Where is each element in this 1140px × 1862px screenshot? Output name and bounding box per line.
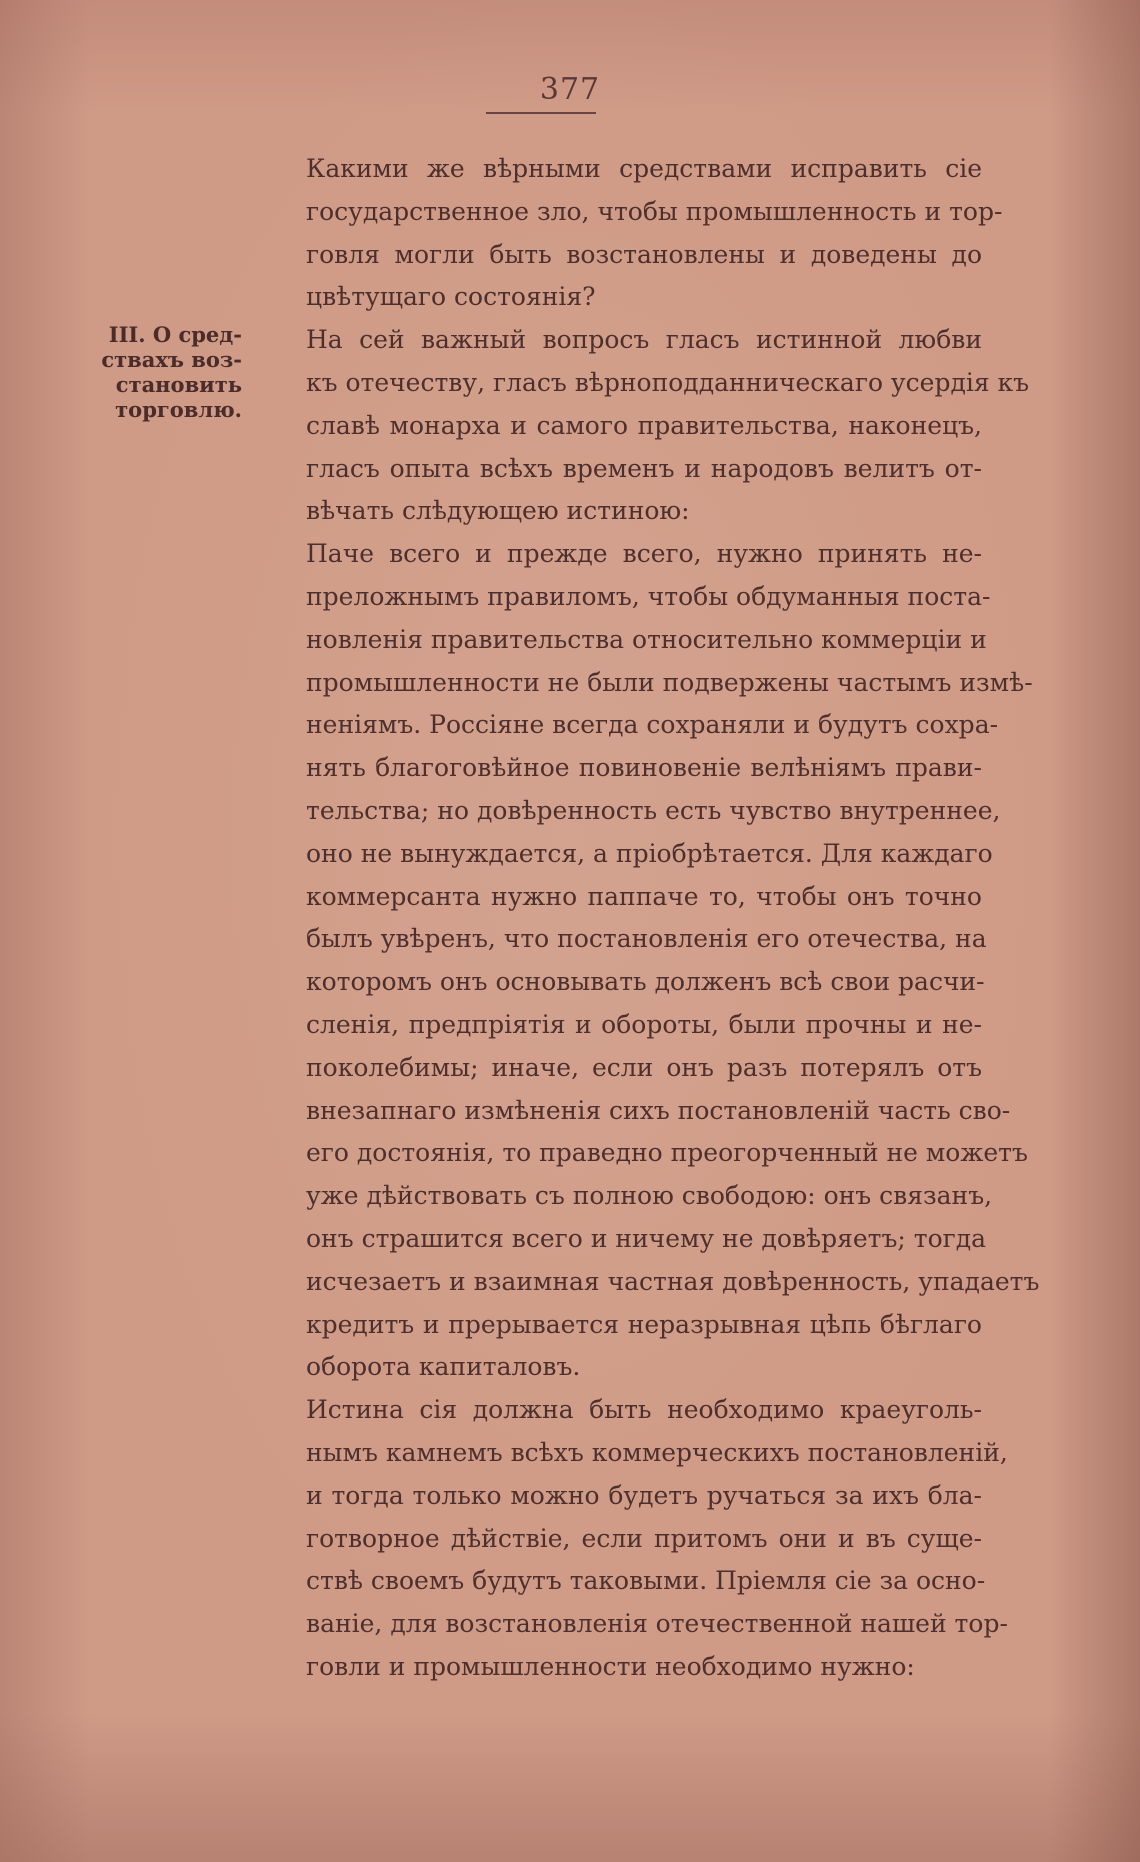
text-line: говля могли быть возстановлены и доведены до: [306, 239, 982, 269]
text-line: ваніе, для возстановленія отечественной нашей тор-: [306, 1609, 1008, 1639]
text-line: нымъ камнемъ всѣхъ коммерческихъ постановленій,: [306, 1437, 1008, 1467]
text-line: коммерсанта нужно паппаче то, чтобы онъ точно: [306, 881, 982, 911]
page-number-rule: [486, 112, 596, 114]
text-line: поколебимы; иначе, если онъ разъ потерялъ отъ: [306, 1052, 982, 1082]
text-line: его достоянія, то праведно преогорченный не можетъ: [306, 1138, 1028, 1168]
text-line: уже дѣйствовать съ полною свободою: онъ связанъ,: [306, 1181, 993, 1211]
text-line: былъ увѣренъ, что постановленія его отечества, на: [306, 924, 987, 954]
text-line: цвѣтущаго состоянія?: [306, 282, 596, 312]
text-line: ствѣ своемъ будутъ таковыми. Пріемля сіе за осно-: [306, 1566, 986, 1596]
text-line: вѣчать слѣдующею истиною:: [306, 496, 690, 526]
text-line: исчезаетъ и взаимная частная довѣренность, упадаетъ: [306, 1266, 1040, 1296]
text-line: которомъ онъ основывать долженъ всѣ свои расчи-: [306, 967, 985, 997]
text-line: сленія, предпріятія и обороты, были прочны и не-: [306, 1009, 982, 1039]
text-line: къ отечеству, гласъ вѣрноподданническаго усердія къ: [306, 367, 1030, 397]
text-line: кредитъ и прерывается неразрывная цѣпь бѣглаго: [306, 1309, 982, 1339]
text-line: оборота капиталовъ.: [306, 1352, 581, 1382]
text-line: преложнымъ правиломъ, чтобы обдуманныя поста-: [306, 581, 991, 611]
margin-note-line: становить: [115, 372, 242, 397]
text-line: говли и промышленности необходимо нужно:: [306, 1651, 915, 1681]
text-line: неніямъ. Россіяне всегда сохраняли и будутъ сохра-: [306, 710, 999, 740]
text-line: и тогда только можно будетъ ручаться за ихъ бла-: [306, 1480, 982, 1510]
text-line: На сей важный вопросъ гласъ истинной любви: [306, 325, 982, 355]
paragraph-4: [248, 1389, 1008, 1689]
margin-note-line: ствахъ воз-: [101, 347, 242, 372]
margin-note-line: III. О сред-: [108, 322, 242, 347]
text-line: готворное дѣйствіе, если притомъ они и въ суще-: [306, 1523, 982, 1553]
text-line: нять благоговѣйное повиновеніе велѣніямъ прави-: [306, 753, 982, 783]
text-line: Истина сія должна быть необходимо краеуголь-: [306, 1395, 982, 1425]
paragraph-3: [248, 533, 1040, 1389]
text-line: внезапнаго измѣненія сихъ постановленій часть сво-: [306, 1095, 1011, 1125]
margin-note: [92, 322, 242, 422]
text-line: новленія правительства относительно коммерціи и: [306, 624, 987, 654]
text-line: онъ страшится всего и ничему не довѣряетъ; тогда: [306, 1223, 987, 1253]
text-line: Паче всего и прежде всего, нужно принять не-: [306, 539, 982, 569]
text-line: гласъ опыта всѣхъ временъ и народовъ велитъ от-: [306, 453, 982, 483]
text-line: тельства; но довѣренность есть чувство внутреннее,: [306, 795, 1001, 825]
page-number: 377: [539, 72, 601, 107]
paragraph-1: [248, 148, 1003, 319]
text-line: государственное зло, чтобы промышленность и тор-: [306, 196, 1003, 226]
text-line: промышленности не были подвержены частымъ измѣ-: [306, 667, 1033, 697]
text-line: славѣ монарха и самого правительства, наконецъ,: [306, 410, 982, 440]
margin-note-line: торговлю.: [115, 397, 242, 422]
text-line: Какими же вѣрными средствами исправить сіе: [306, 154, 982, 183]
body-text: [248, 148, 1040, 1689]
text-line: оно не вынуждается, а пріобрѣтается. Для каждаго: [306, 838, 993, 868]
paragraph-2: [248, 319, 1030, 533]
